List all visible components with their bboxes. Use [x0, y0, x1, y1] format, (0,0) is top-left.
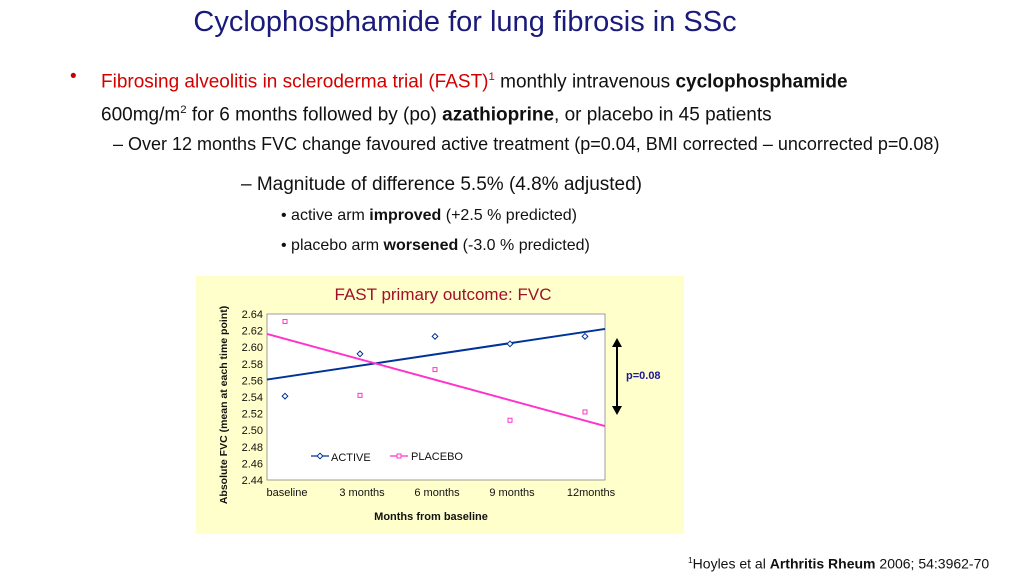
- bullet-text: • active arm: [281, 207, 370, 224]
- bullet-text: (+2.5 % predicted): [441, 207, 577, 224]
- y-tick-label: 2.56: [241, 375, 263, 388]
- x-tick-label: 9 months: [489, 487, 535, 499]
- y-tick-label: 2.54: [241, 392, 263, 404]
- x-tick-label: 12months: [566, 487, 616, 499]
- data-point-placebo: [283, 319, 287, 323]
- data-point-placebo: [433, 368, 437, 372]
- drug-cyclophosphamide: cyclophosphamide: [675, 71, 848, 93]
- citation-details: 2006; 54:3962-70: [875, 555, 990, 572]
- y-tick-label: 2.48: [241, 441, 263, 454]
- superscript: 2: [180, 104, 187, 117]
- data-point-placebo: [358, 393, 362, 397]
- y-axis-label: Absolute FVC (mean at each time point): [218, 305, 230, 505]
- sub-bullet-magnitude: – Magnitude of difference 5.5% (4.8% adjusted): [241, 174, 643, 195]
- bullet-text: (-3.0 % predicted): [458, 237, 590, 254]
- bullet-text: for 6 months followed by (po): [186, 104, 443, 126]
- sub-bullet-fvc-change: – Over 12 months FVC change favoured active treatment (p=0.04, BMI corrected – uncorrected p=0.08): [113, 134, 940, 154]
- citation-journal: Arthritis Rheum: [769, 555, 876, 572]
- y-tick-label: 2.58: [241, 358, 263, 371]
- y-tick-label: 2.60: [241, 342, 263, 355]
- bullet-text: monthly intravenous: [494, 71, 676, 93]
- fvc-chart: [196, 276, 684, 534]
- y-tick-label: 2.62: [241, 325, 263, 338]
- dose-text: 600mg/m: [101, 104, 181, 126]
- citation-authors: Hoyles et al: [692, 555, 770, 572]
- x-tick-label: 3 months: [339, 487, 385, 499]
- citation-sup: 1: [688, 555, 693, 565]
- y-tick-label: 2.46: [241, 458, 263, 471]
- y-tick-label: 2.64: [241, 309, 263, 321]
- bold-text: improved: [369, 207, 442, 224]
- data-point-placebo: [508, 418, 512, 422]
- slide-title: Cyclophosphamide for lung fibrosis in SSc: [193, 6, 737, 38]
- fvc-chart-panel: [196, 276, 684, 534]
- data-point-placebo: [583, 410, 587, 414]
- legend-placebo-label: PLACEBO: [411, 451, 463, 463]
- p-value-annotation: p=0.08: [626, 370, 661, 382]
- x-tick-label: baseline: [266, 487, 308, 499]
- trial-name: Fibrosing alveolitis in scleroderma trial (FAST): [101, 71, 489, 93]
- legend-placebo-marker: [397, 454, 401, 458]
- footnote-ref: 1: [488, 71, 495, 83]
- citation: [688, 555, 989, 572]
- arrow-head-up: [612, 338, 622, 347]
- bullet-text: , or placebo in 45 patients: [554, 104, 772, 126]
- y-tick-label: 2.44: [241, 475, 263, 487]
- sub-sub-bullet-placebo: [281, 237, 590, 255]
- y-tick-label: 2.50: [241, 425, 263, 438]
- y-tick-label: 2.52: [241, 408, 263, 421]
- arrow-head-down: [612, 406, 622, 415]
- bullet-text: • placebo arm: [281, 237, 384, 254]
- x-tick-label: 6 months: [414, 487, 460, 499]
- bold-text: worsened: [383, 237, 459, 254]
- sub-sub-bullet-active: [281, 207, 577, 225]
- chart-title: FAST primary outcome: FVC: [334, 285, 552, 304]
- bullet-marker: •: [70, 66, 77, 87]
- x-axis-label: Months from baseline: [374, 511, 488, 523]
- legend-active-label: ACTIVE: [331, 452, 371, 464]
- drug-azathioprine: azathioprine: [442, 104, 555, 126]
- difference-arrow: [612, 338, 622, 415]
